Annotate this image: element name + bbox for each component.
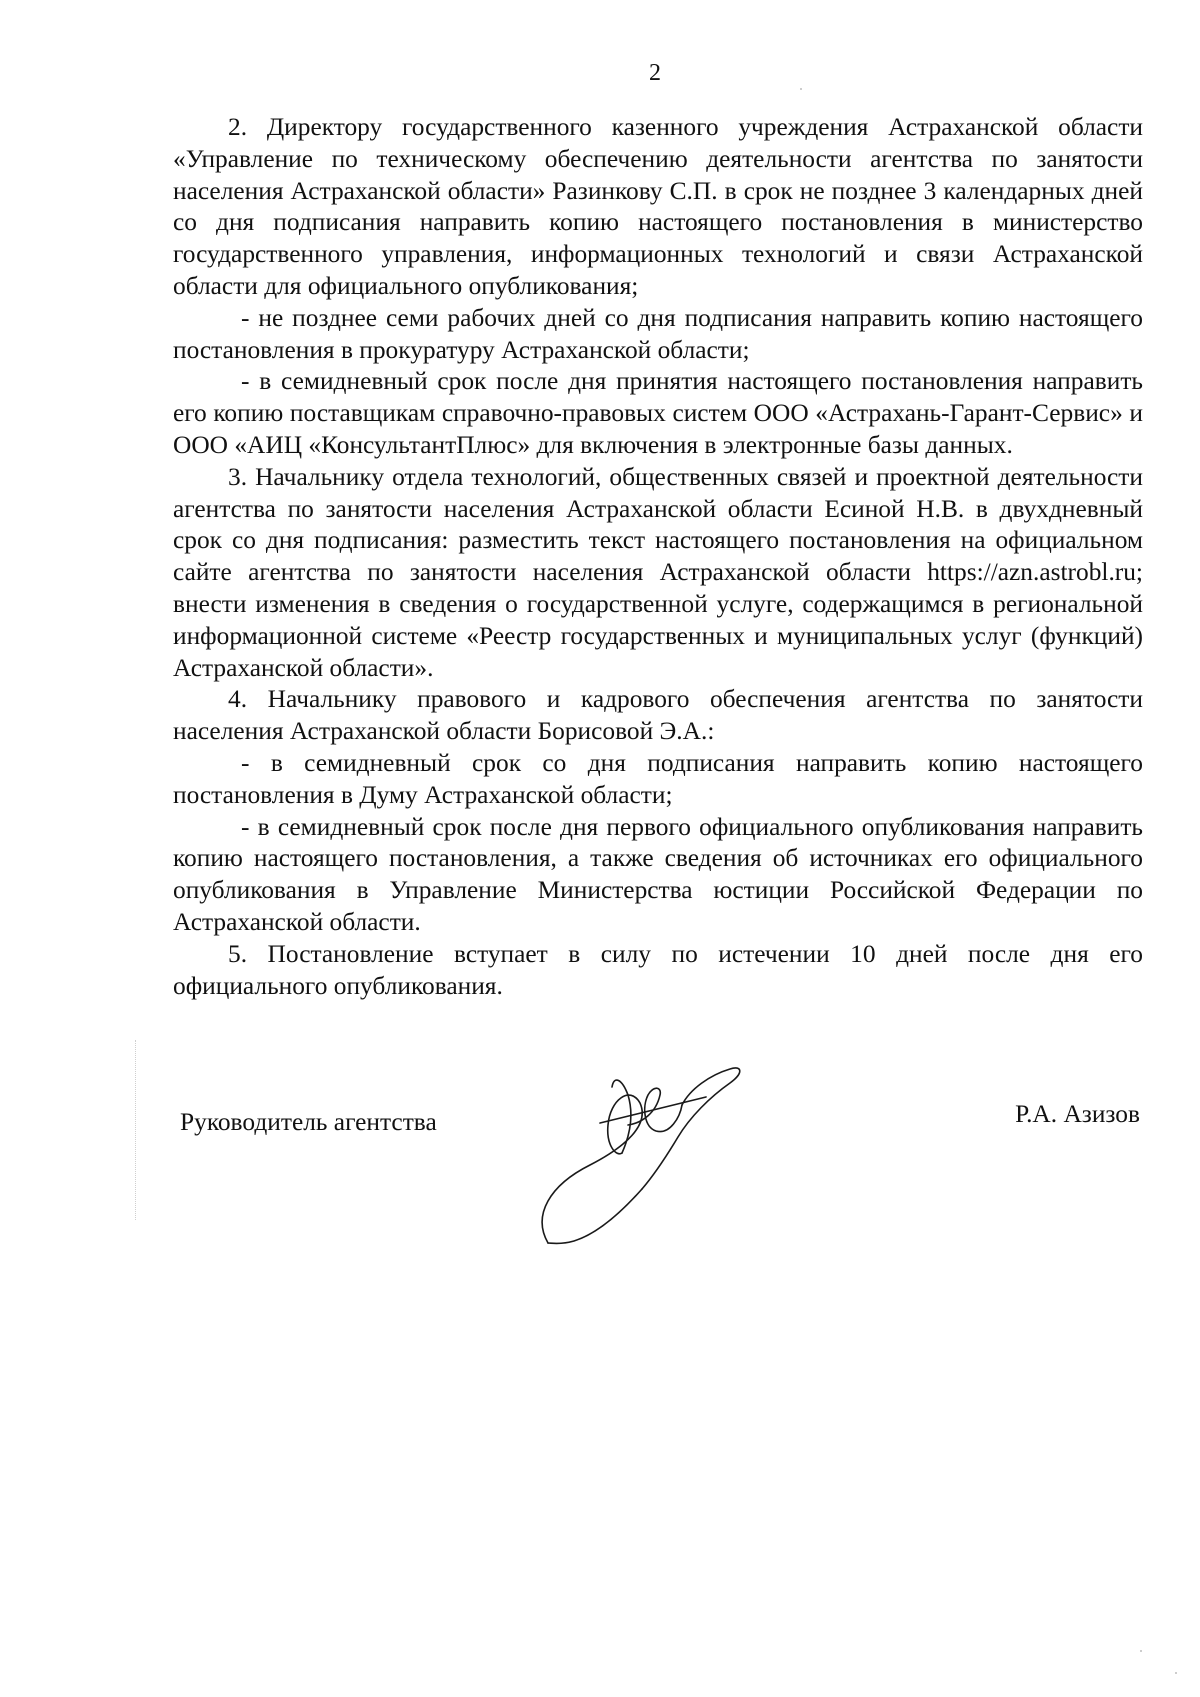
- scan-speck: [1140, 1650, 1142, 1652]
- scan-speck: [1175, 1672, 1177, 1674]
- document-body: [173, 112, 1143, 1002]
- handwritten-signature-icon: [530, 1065, 760, 1245]
- signatory-title: Руководитель агентства: [180, 1108, 437, 1136]
- signatory-name: Р.А. Азизов: [1015, 1100, 1140, 1128]
- scan-speck: [800, 88, 802, 90]
- paragraph-dash-legal-systems: - в семидневный срок после дня принятия настоящего постановления направить его копию поставщикам справочно-правовых систем ООО «Астрахань-Гарант-Сервис» и ООО «АИЦ «КонсультантПлюс» для включения в электронные базы данных.: [173, 367, 1143, 459]
- paragraph-dash-ministry-justice: - в семидневный срок после дня первого официального опубликования направить копию настоящего постановления, а также сведения об источниках его официального опубликования в Управление Министерства юстиции Российской Федерации по Астраханской области.: [173, 812, 1143, 936]
- paragraph-item-2: 2. Директору государственного казенного учреждения Астраханской области «Управление по техническому обеспечению деятельности агентства по занятости населения Астраханской области» Разинкову С.П. в срок не позднее 3 календарных дней со дня подписания направить копию настоящего постановления в министерство государственного управления, информационных технологий и связи Астраханской области для официального опубликования;: [173, 113, 1143, 300]
- paragraph-dash-prosecutor: - не позднее семи рабочих дней со дня подписания направить копию настоящего постановления в прокуратуру Астраханской области;: [173, 303, 1143, 364]
- scan-margin-mark: [135, 1040, 137, 1220]
- paragraph-item-4: 4. Начальнику правового и кадрового обеспечения агентства по занятости населения Астраханской области Борисовой Э.А.:: [173, 685, 1143, 746]
- paragraph-item-3: 3. Начальнику отдела технологий, общественных связей и проектной деятельности агентства по занятости населения Астраханской области Есиной Н.В. в двухдневный срок со дня подписания: разместить текст настоящего постановления на официальном сайте агентства по занятости населения Астраханской области https://azn.astrobl.ru; внести изменения в сведения о государственной услуге, содержащимся в региональной информационной системе «Реестр государственных и муниципальных услуг (функций) Астраханской области».: [173, 462, 1143, 682]
- paragraph-dash-duma: - в семидневный срок со дня подписания направить копию настоящего постановления в Думу Астраханской области;: [173, 748, 1143, 809]
- page-number: 2: [649, 60, 661, 86]
- paragraph-item-5: 5. Постановление вступает в силу по истечении 10 дней после дня его официального опубликования.: [173, 939, 1143, 1000]
